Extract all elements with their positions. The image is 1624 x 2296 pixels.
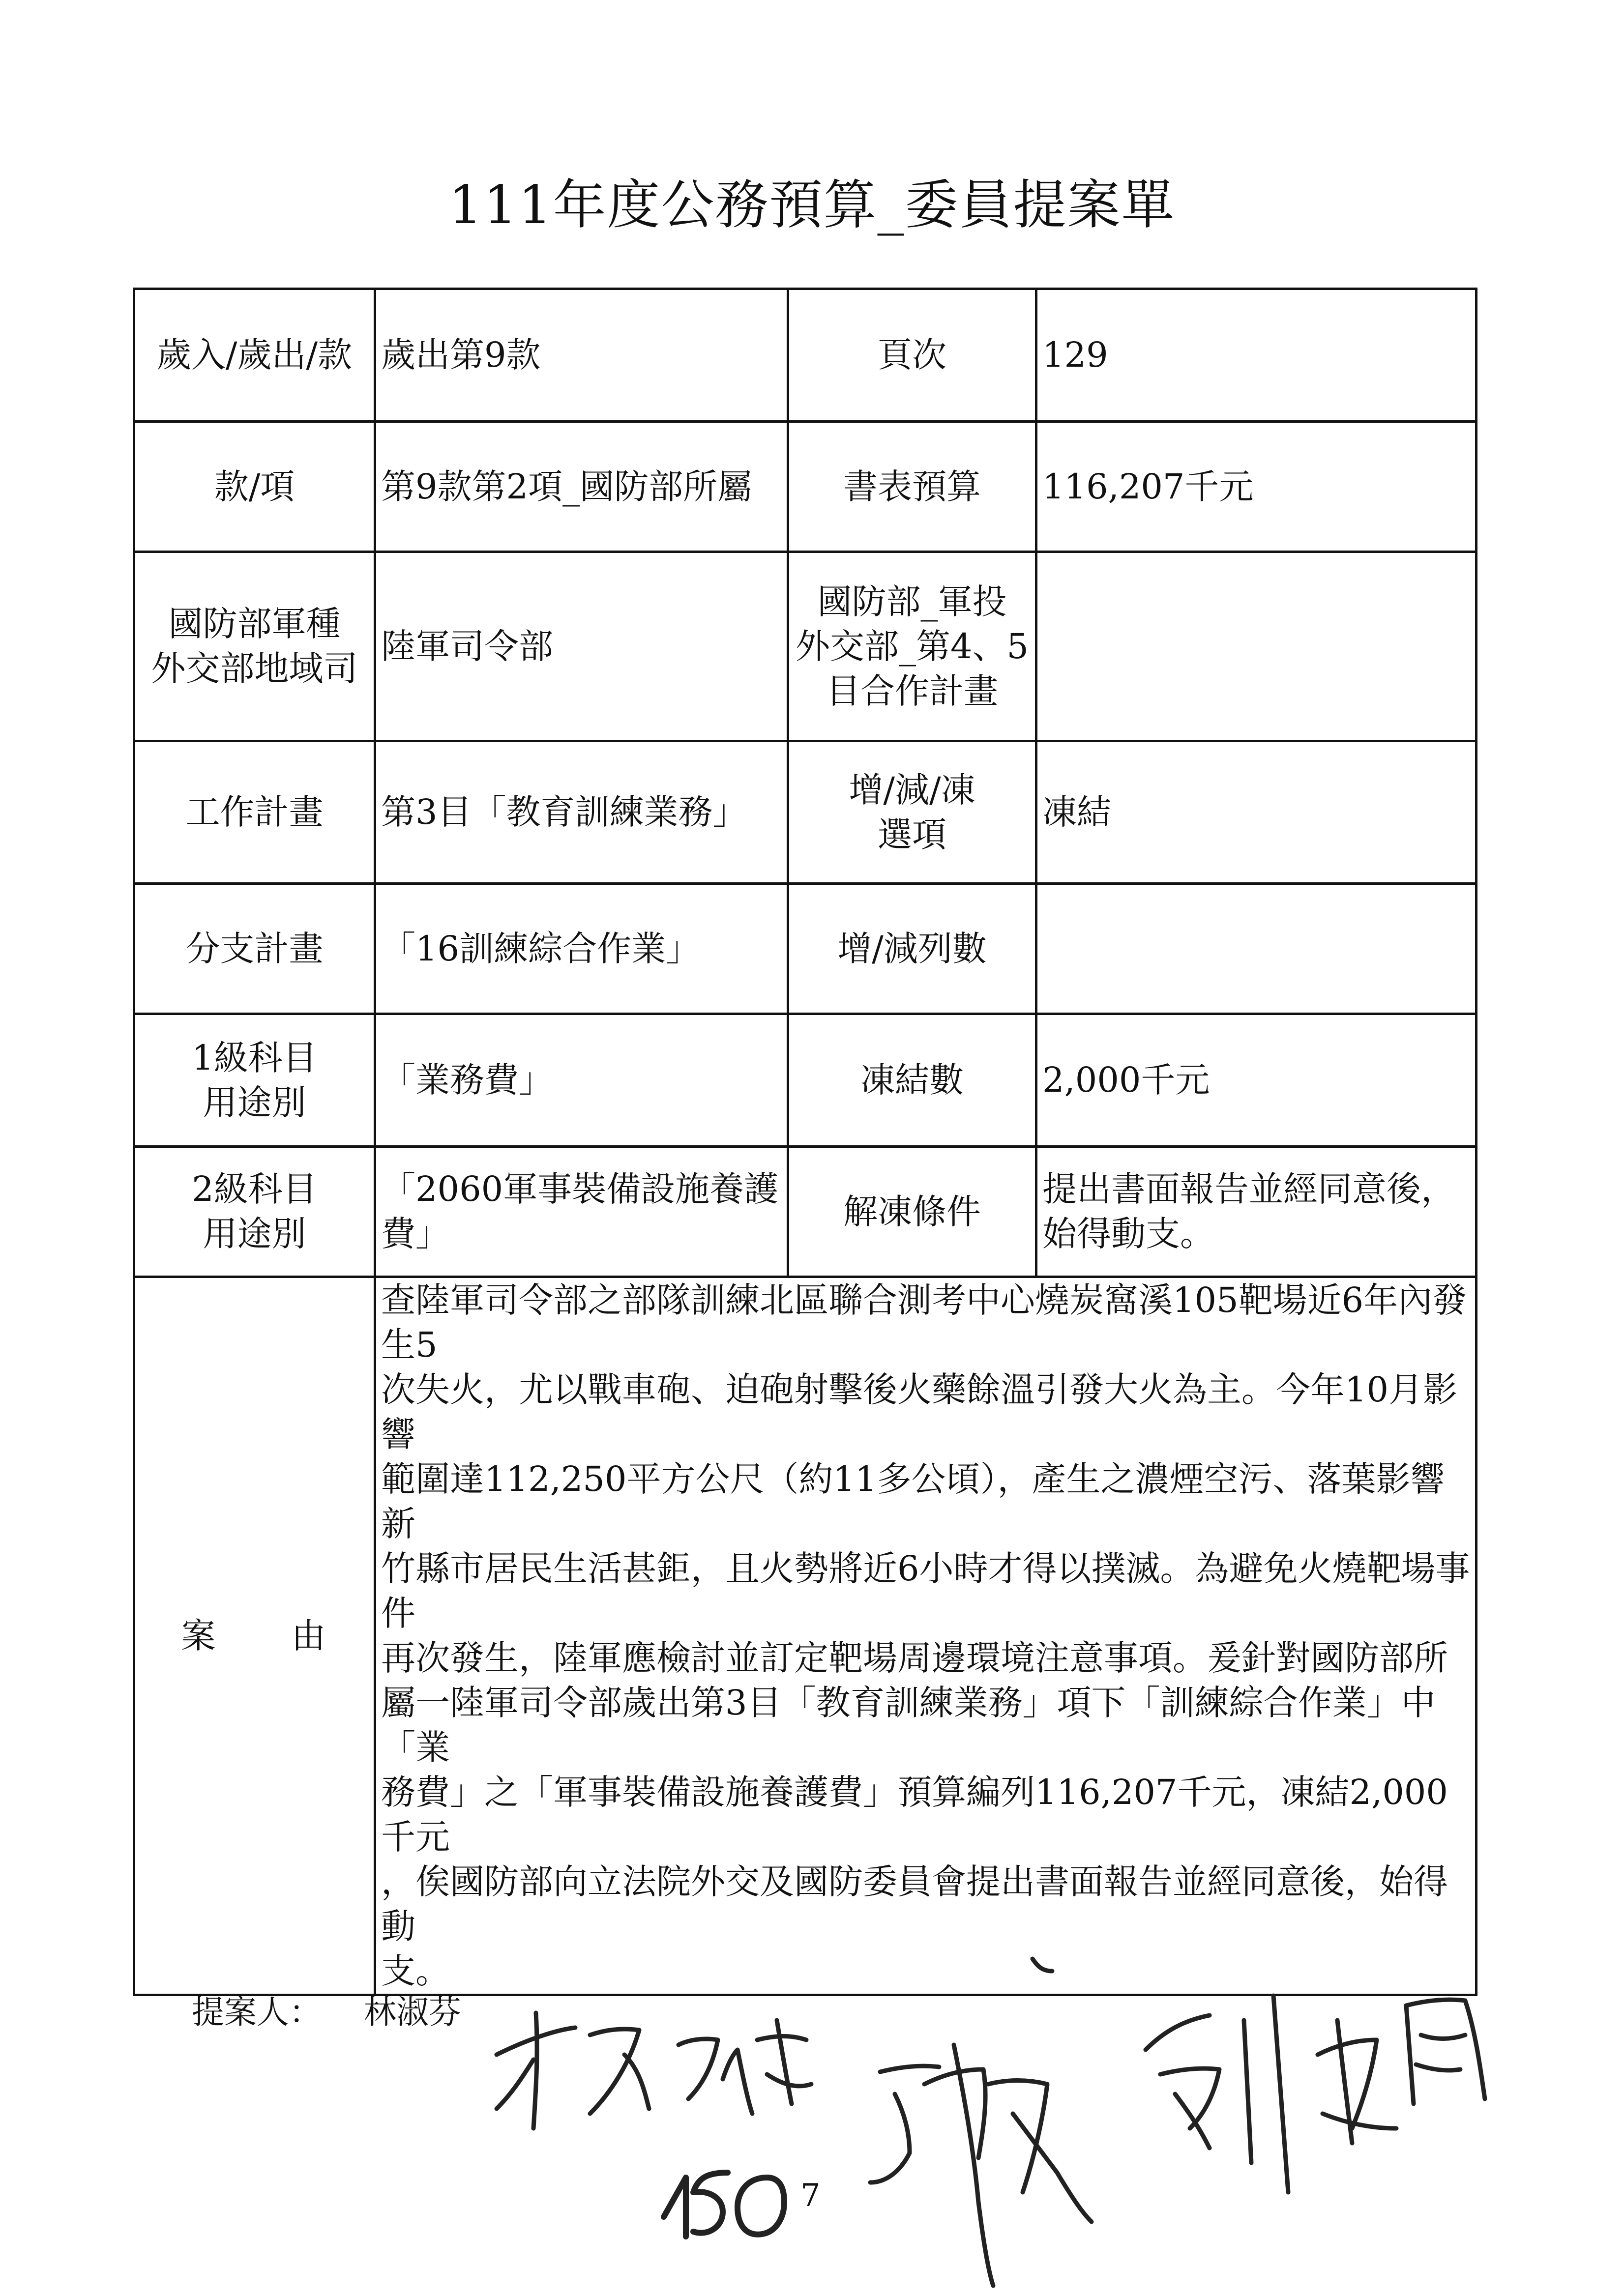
signature-1	[497, 2013, 811, 2128]
label-section-item: 款/項	[134, 422, 375, 552]
label-military-branch-line-2: 外交部地域司	[151, 648, 358, 689]
reason-line: 查陸軍司令部之部隊訓練北區聯合測考中心燒炭窩溪105靶場近6年內發生5	[381, 1280, 1467, 1365]
value-level2-subject-line-1: 「2060軍事裝備設施養護	[381, 1169, 779, 1209]
reason-line: ，俟國防部向立法院外交及國防委員會提出書面報告並經同意後，始得動	[381, 1861, 1448, 1947]
signature-3	[1146, 1996, 1485, 2192]
label-level2-subject-line-2: 用途別	[203, 1214, 306, 1254]
label-military-branch-line-1: 國防部軍種	[168, 604, 341, 644]
handwritten-page-number	[664, 2173, 784, 2237]
label-cooperation-plan-line-1: 國防部_軍投	[817, 581, 1007, 622]
label-budget-type: 歲入/歲出/款	[134, 289, 375, 422]
label-work-plan: 工作計畫	[134, 741, 375, 884]
label-table-budget: 書表預算	[788, 422, 1036, 552]
value-table-budget: 116,207千元	[1036, 422, 1476, 552]
label-level1-subject-line-2: 用途別	[203, 1082, 306, 1123]
proposer-name: 林淑芬	[364, 1993, 461, 2031]
signature-2	[870, 1959, 1092, 2286]
value-military-branch: 陸軍司令部	[375, 552, 788, 741]
label-adjust-option-line-1: 增/減/凍	[849, 769, 975, 810]
label-frozen-amount: 凍結數	[788, 1014, 1036, 1147]
value-branch-plan: 「16訓練綜合作業」	[375, 884, 788, 1014]
label-unfreeze-condition: 解凍條件	[788, 1147, 1036, 1277]
value-page: 129	[1036, 289, 1476, 422]
label-adjust-option-line-2: 選項	[878, 814, 946, 855]
reason-line: 竹縣市居民生活甚鉅，且火勢將近6小時才得以撲滅。為避免火燒靶場事件	[381, 1548, 1470, 1633]
value-work-plan: 第3目「教育訓練業務」	[375, 741, 788, 884]
value-unfreeze-condition-line-1: 提出書面報告並經同意後，	[1042, 1169, 1455, 1209]
value-frozen-amount: 2,000千元	[1036, 1014, 1476, 1147]
label-page: 頁次	[788, 289, 1036, 422]
value-level1-subject: 「業務費」	[375, 1014, 788, 1147]
label-cooperation-plan-line-2: 外交部_第4、5	[795, 626, 1029, 667]
label-reason-char-2: 由	[291, 1615, 328, 1656]
value-adjust-option: 凍結	[1036, 741, 1476, 884]
reason-line: 務費」之「軍事裝備設施養護費」預算編列116,207千元，凍結2,000千元	[381, 1772, 1448, 1857]
value-section-item: 第9款第2項_國防部所屬	[375, 422, 788, 552]
label-adjust-amount: 增/減列數	[788, 884, 1036, 1014]
reason-line: 屬一陸軍司令部歲出第3目「教育訓練業務」項下「訓練綜合作業」中「業	[381, 1683, 1436, 1768]
reason-line: 再次發生，陸軍應檢討並訂定靶場周邊環境注意事項。爰針對國防部所	[381, 1638, 1448, 1678]
value-budget-type: 歲出第9款	[375, 289, 788, 422]
form-title: 111年度公務預算_委員提案單	[448, 174, 1176, 236]
value-level2-subject-line-2: 費」	[381, 1214, 450, 1254]
reason-line: 支。	[381, 1951, 450, 1991]
label-reason-char-1: 案	[181, 1615, 218, 1656]
value-unfreeze-condition-line-2: 始得動支。	[1042, 1214, 1214, 1254]
label-cooperation-plan-line-3: 目合作計畫	[826, 670, 998, 711]
page-number-small: 7	[800, 2178, 821, 2214]
label-level2-subject-line-1: 2級科目	[192, 1169, 317, 1209]
label-branch-plan: 分支計畫	[134, 884, 375, 1014]
reason-line: 次失火，尤以戰車砲、迫砲射擊後火藥餘溫引發大火為主。今年10月影響	[381, 1369, 1458, 1454]
label-level1-subject-line-1: 1級科目	[192, 1037, 317, 1078]
proposer-label: 提案人：	[192, 1993, 322, 2031]
reason-line: 範圍達112,250平方公尺（約11多公頃），產生之濃煙空污、落葉影響新	[381, 1459, 1445, 1544]
